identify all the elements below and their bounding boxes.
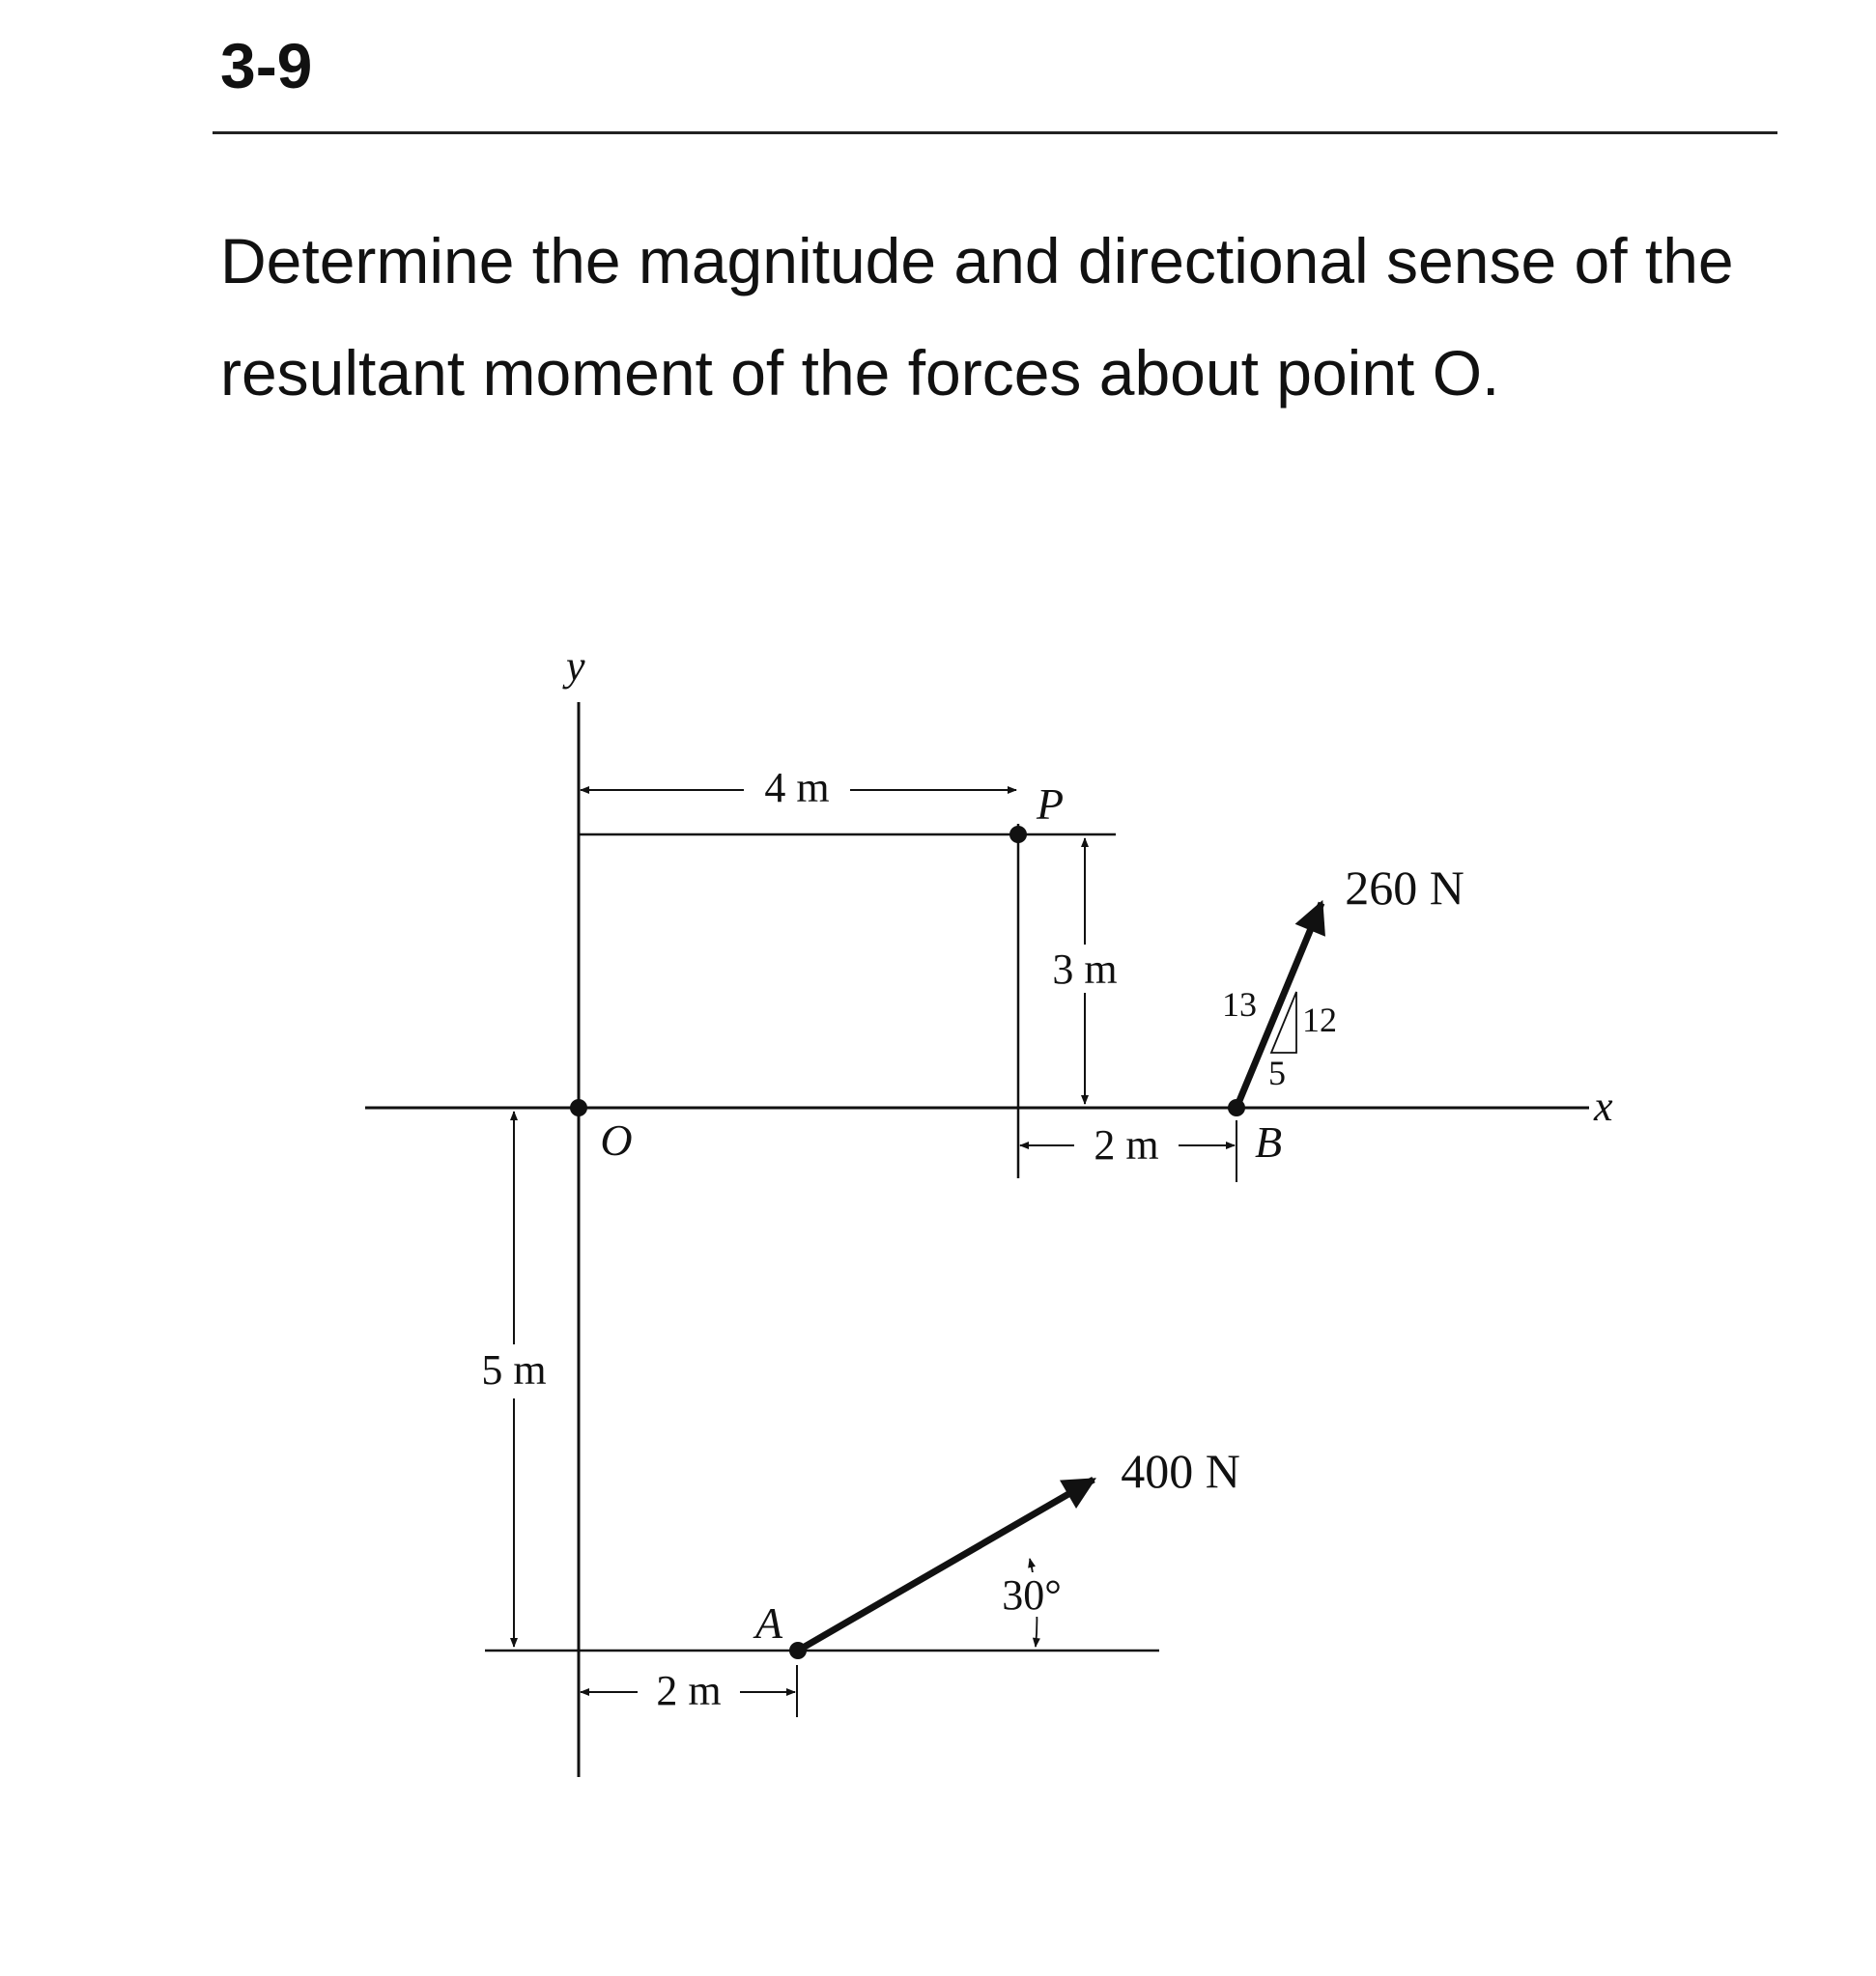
slope-12-label: 12 (1302, 1001, 1337, 1039)
force-400n-label: 400 N (1121, 1444, 1240, 1498)
point-p-dot (1009, 826, 1027, 843)
dimension-3m-label: 3 m (1052, 946, 1118, 993)
point-b-dot (1228, 1099, 1245, 1116)
problem-statement: Determine the magnitude and directional sense of the resultant moment of the forces about point O. (220, 225, 1734, 409)
dimension-2m-oa-label: 2 m (656, 1667, 722, 1714)
dimension-5m-label: 5 m (481, 1346, 547, 1394)
problem-number: 3-9 (220, 30, 313, 101)
force-400n-arrow (798, 1480, 1094, 1651)
dimension-2m-pb-label: 2 m (1094, 1121, 1159, 1169)
point-b-label: B (1254, 1117, 1283, 1167)
point-a-dot (789, 1642, 807, 1659)
point-p-label: P (1036, 779, 1065, 829)
force-260n-label: 260 N (1345, 861, 1464, 915)
point-a-label: A (754, 1598, 783, 1648)
x-axis-label: x (1594, 1083, 1613, 1130)
point-o-dot (570, 1099, 587, 1116)
y-axis-label: y (566, 642, 585, 690)
slope-13-label: 13 (1222, 985, 1257, 1024)
angle-30-label: 30° (1002, 1571, 1062, 1619)
dimension-4m-label: 4 m (764, 764, 830, 811)
slope-5-label: 5 (1268, 1054, 1286, 1092)
point-o-label: O (600, 1115, 633, 1165)
